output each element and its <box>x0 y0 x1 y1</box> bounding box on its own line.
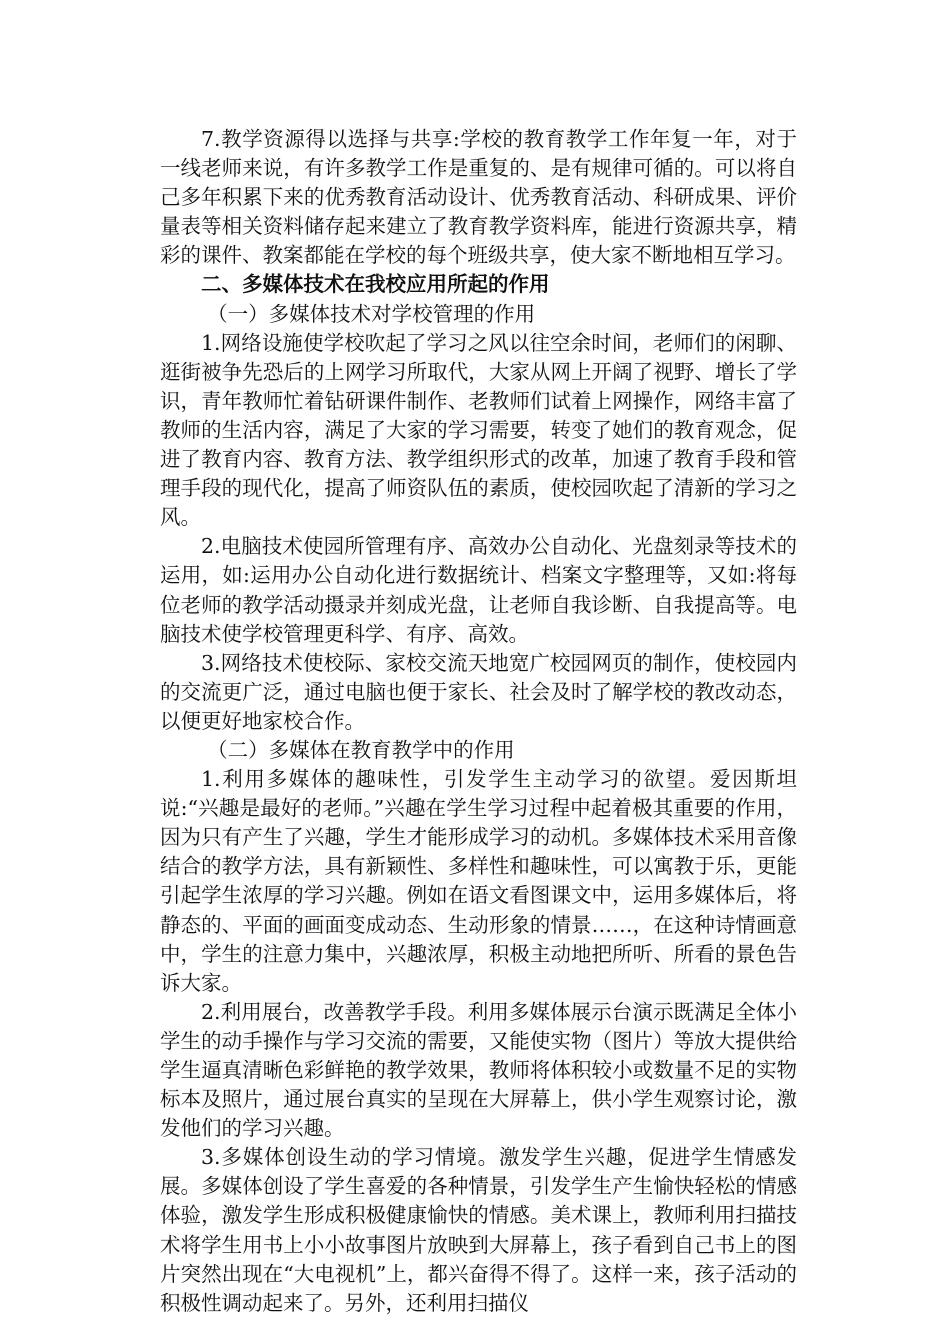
section-heading: 二、多媒体技术在我校应用所起的作用 <box>201 272 550 297</box>
paragraph-resource-sharing: 7.教学资源得以选择与共享:学校的教育教学工作年复一年，对于一线老师来说，有许多教学工作是重复的、是有规律可循的。可以将自己多年积累下来的优秀教育活动设计、优秀教育活动、科研成果、评价量表等相关资料储存起来建立了教育教学资料库，能进行资源共享，精彩的课件、教案都能在学校的每个班级共享，使大家不断地相互学习。 <box>160 127 797 268</box>
paragraph-network-communication: 3.网络技术使校际、家校交流天地宽广校园网页的制作，使校园内的交流更广泛，通过电脑也便于家长、社会及时了解学校的教改动态，以便更好地家校合作。 <box>160 650 797 733</box>
paragraph-network-facilities: 1.网络设施使学校吹起了学习之风以往空余时间，老师们的闲聊、逛街被争先恐后的上网学习所取代，大家从网上开阔了视野、增长了学识，青年教师忙着钻研课件制作、老教师们试着上网操作，网络丰富了教师的生活内容，满足了大家的学习需要，转变了她们的教育观念，促进了教育内容、教育方法、教学组织形式的改革，加速了教育手段和管理手段的现代化，提高了师资队伍的素质，使校园吹起了清新的学习之风。 <box>160 330 797 530</box>
paragraph-display-stand: 2.利用展台，改善教学手段。利用多媒体展示台演示既满足全体小学生的动手操作与学习交流的需要，又能使实物（图片）等放大提供给学生逼真清晰色彩鲜艳的教学效果，教师将体积较小或数量不足的实物标本及照片，通过展台真实的呈现在大屏幕上，供小学生观察讨论，激发他们的学习兴趣。 <box>160 999 797 1141</box>
paragraph-interest: 1.利用多媒体的趣味性，引发学生主动学习的欲望。爱因斯坦说:“兴趣是最好的老师。”兴趣在学生学习过程中起着极其重要的作用，因为只有产生了兴趣，学生才能形成学习的动机。多媒体技术采用音像结合的教学方法，具有新颖性、多样性和趣味性，可以寓教于乐，更能引起学生浓厚的学习兴趣。例如在语文看图课文中，运用多媒体后，将静态的、平面的画面变成动态、生动形象的情景……，在这种诗情画意中，学生的注意力集中，兴趣浓厚，积极主动地把所听、所看的景色告诉大家。 <box>160 767 797 995</box>
paragraph-learning-situation: 3.多媒体创设生动的学习情境。激发学生兴趣，促进学生情感发展。多媒体创设了学生喜爱的各种情景，引发学生产生愉快轻松的情感体验，激发学生形成积极健康愉快的情感。美术课上，教师利用扫描技术将学生用书上小小故事图片放映到大屏幕上，孩子看到自己书上的图片突然出现在“大电视机”上，都兴奋得不得了。这样一来，孩子活动的积极性调动起来了。另外，还利用扫描仪 <box>160 1145 797 1315</box>
subsection-heading-teaching: （二）多媒体在教育教学中的作用 <box>207 737 515 762</box>
paragraph-computer-technology: 2.电脑技术使园所管理有序、高效办公自动化、光盘刻录等技术的运用，如:运用办公自动化进行数据统计、档案文字整理等，又如:将每位老师的教学活动摄录并刻成光盘，让老师自我诊断、自我提高等。电脑技术使学校管理更科学、有序、高效。 <box>160 534 797 646</box>
document-body <box>160 125 797 1318</box>
subsection-heading-management: （一）多媒体技术对学校管理的作用 <box>207 301 536 326</box>
